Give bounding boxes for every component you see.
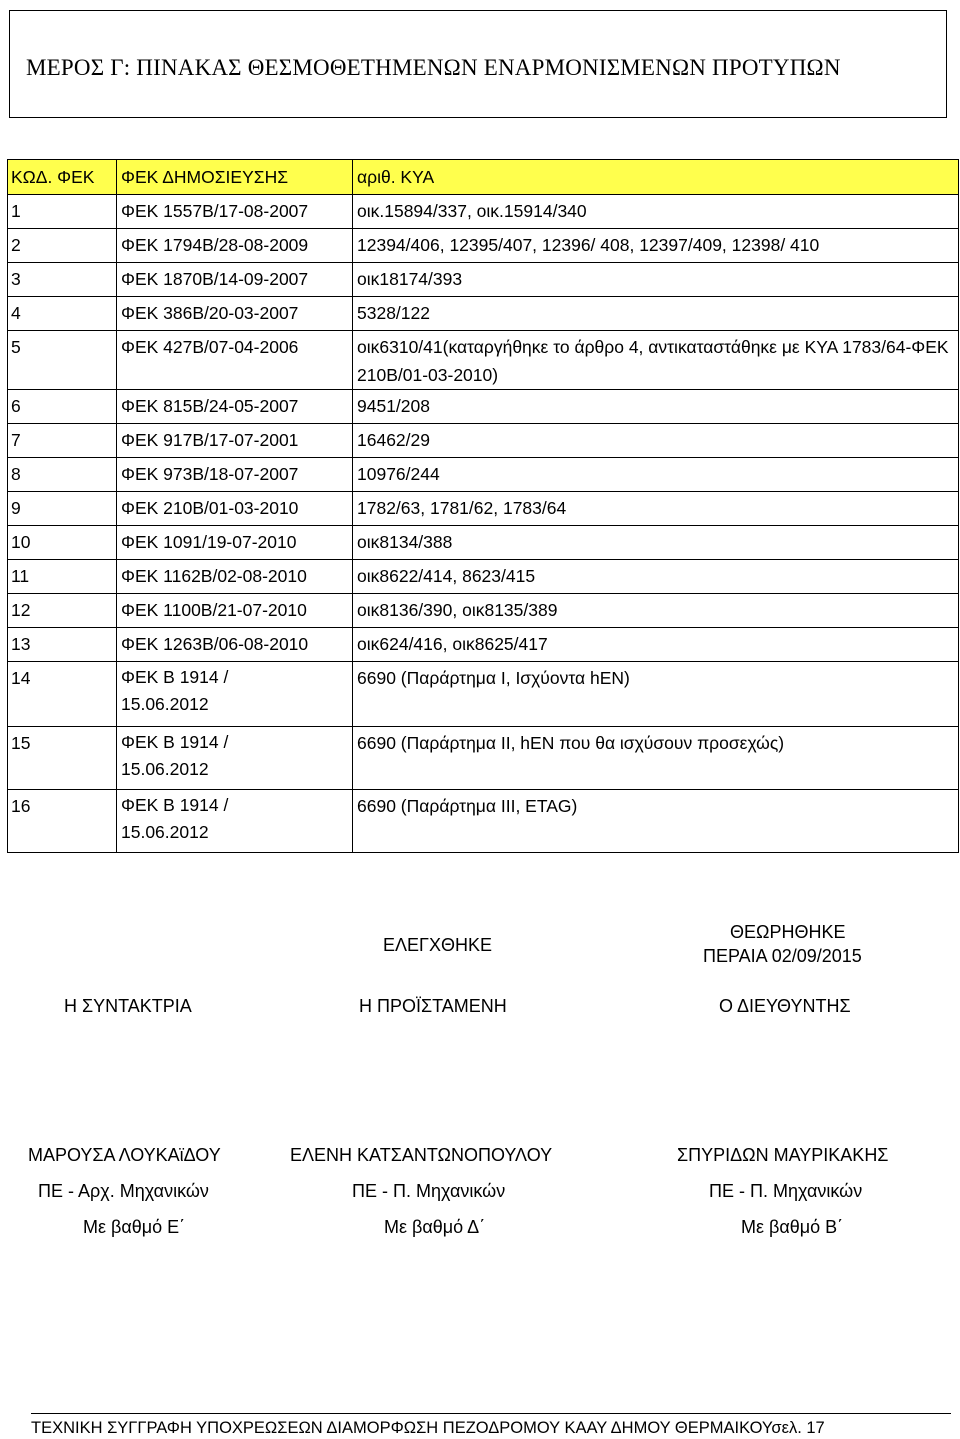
row-fek: ΦΕΚ 815Β/24-05-2007 — [117, 390, 353, 424]
row-fek: ΦΕΚ 1263Β/06-08-2010 — [117, 628, 353, 662]
table-row — [8, 263, 959, 297]
row-fek: ΦΕΚ 1794Β/28-08-2009 — [117, 229, 353, 263]
table-row — [8, 331, 959, 390]
row-kya: οικ18174/393 — [353, 263, 959, 297]
footer-divider — [31, 1413, 951, 1414]
row-code: 6 — [8, 390, 117, 424]
row-code: 7 — [8, 424, 117, 458]
row-kya: 6690 (Παράρτημα ΙΙΙ, ETAG) — [353, 790, 959, 853]
table-row — [8, 492, 959, 526]
header-fek: ΦΕΚ ΔΗΜΟΣΙΕΥΣΗΣ — [117, 160, 353, 195]
row-code: 15 — [8, 727, 117, 790]
header-kya: αριθ. ΚΥΑ — [353, 160, 959, 195]
page-footer: ΤΕΧΝΙΚΗ ΣΥΓΓΡΑΦΗ ΥΠΟΧΡΕΩΣΕΩΝ ΔΙΑΜΟΡΦΩΣΗ ΠΕΖΟΔΡΟΜΟΥ ΚΑΑΥ ΔΗΜΟΥ ΘΕΡΜΑΙΚΟΥσελ. 17 — [31, 1419, 825, 1437]
fek-table — [7, 159, 959, 853]
seen-label: ΘΕΩΡΗΘΗΚΕ — [730, 922, 846, 942]
table-row — [8, 790, 959, 853]
row-code: 16 — [8, 790, 117, 853]
table-header-row — [8, 160, 959, 195]
seen-date: ΠΕΡΑΙΑ 02/09/2015 — [703, 946, 862, 966]
row-kya: 9451/208 — [353, 390, 959, 424]
row-kya: 1782/63, 1781/62, 1783/64 — [353, 492, 959, 526]
role-director: Ο ΔΙΕΥΘΥΝΤΗΣ — [719, 996, 851, 1016]
row-kya: οικ6310/41(καταργήθηκε το άρθρο 4, αντικαταστάθηκε με ΚΥΑ 1783/64-ΦΕΚ 210Β/01-03-2010) — [353, 331, 959, 390]
title-box — [9, 10, 947, 118]
checked-label: ΕΛΕΓΧΘΗΚΕ — [383, 935, 492, 955]
page-title: ΜΕΡΟΣ Γ: ΠΙΝΑΚΑΣ ΘΕΣΜΟΘΕΤΗΜΕΝΩΝ ΕΝΑΡΜΟΝΙΣΜΕΝΩΝ ΠΡΟΤΥΠΩΝ — [26, 55, 841, 80]
row-kya: οικ8134/388 — [353, 526, 959, 560]
table-row — [8, 390, 959, 424]
row-fek: ΦΕΚ 973Β/18-07-2007 — [117, 458, 353, 492]
row-fek: ΦΕΚ 1100Β/21-07-2010 — [117, 594, 353, 628]
row-kya: 12394/406, 12395/407, 12396/ 408, 12397/409, 12398/ 410 — [353, 229, 959, 263]
table-row — [8, 594, 959, 628]
table-row — [8, 458, 959, 492]
name-author: ΜΑΡΟΥΣΑ ΛΟΥΚΑϊΔΟΥ — [28, 1145, 221, 1165]
title-director: ΠΕ - Π. Μηχανικών — [709, 1181, 863, 1201]
table-row — [8, 195, 959, 229]
role-supervisor: Η ΠΡΟΪΣΤΑΜΕΝΗ — [359, 996, 507, 1016]
row-code: 3 — [8, 263, 117, 297]
row-kya: 6690 (Παράρτημα Ι, Ισχύοντα hEN) — [353, 662, 959, 727]
row-fek: ΦΕΚ 427Β/07-04-2006 — [117, 331, 353, 390]
title-supervisor: ΠΕ - Π. Μηχανικών — [352, 1181, 506, 1201]
table-row — [8, 526, 959, 560]
row-code: 8 — [8, 458, 117, 492]
table-row — [8, 297, 959, 331]
row-code: 5 — [8, 331, 117, 390]
grade-director: Με βαθμό Β΄ — [741, 1217, 844, 1237]
row-fek: ΦΕΚ 1557Β/17-08-2007 — [117, 195, 353, 229]
title-author: ΠΕ - Αρχ. Μηχανικών — [38, 1181, 209, 1201]
row-kya: οικ.15894/337, οικ.15914/340 — [353, 195, 959, 229]
table-row — [8, 727, 959, 790]
row-code: 13 — [8, 628, 117, 662]
row-fek: ΦΕΚ 386Β/20-03-2007 — [117, 297, 353, 331]
table-row — [8, 424, 959, 458]
row-kya: οικ8622/414, 8623/415 — [353, 560, 959, 594]
grade-supervisor: Με βαθμό Δ΄ — [384, 1217, 486, 1237]
header-code: ΚΩΔ. ΦΕΚ — [8, 160, 117, 195]
row-code: 12 — [8, 594, 117, 628]
row-code: 4 — [8, 297, 117, 331]
table-row — [8, 662, 959, 727]
row-kya: 5328/122 — [353, 297, 959, 331]
row-fek: ΦΕΚ Β 1914 / 15.06.2012 — [117, 790, 353, 853]
row-fek: ΦΕΚ Β 1914 / 15.06.2012 — [117, 727, 353, 790]
table-row — [8, 560, 959, 594]
row-kya: 10976/244 — [353, 458, 959, 492]
name-director: ΣΠΥΡΙΔΩΝ ΜΑΥΡΙΚΑΚΗΣ — [677, 1145, 889, 1165]
row-fek: ΦΕΚ 210Β/01-03-2010 — [117, 492, 353, 526]
row-fek: ΦΕΚ Β 1914 / 15.06.2012 — [117, 662, 353, 727]
row-kya: οικ624/416, οικ8625/417 — [353, 628, 959, 662]
table-row — [8, 229, 959, 263]
row-code: 1 — [8, 195, 117, 229]
row-code: 10 — [8, 526, 117, 560]
row-code: 2 — [8, 229, 117, 263]
row-code: 9 — [8, 492, 117, 526]
row-fek: ΦΕΚ 1091/19-07-2010 — [117, 526, 353, 560]
row-fek: ΦΕΚ 1870Β/14-09-2007 — [117, 263, 353, 297]
row-kya: 16462/29 — [353, 424, 959, 458]
name-supervisor: ΕΛΕΝΗ ΚΑΤΣΑΝΤΩΝΟΠΟΥΛΟΥ — [290, 1145, 553, 1165]
grade-author: Με βαθμό Ε΄ — [83, 1217, 186, 1237]
row-fek: ΦΕΚ 1162Β/02-08-2010 — [117, 560, 353, 594]
row-code: 11 — [8, 560, 117, 594]
row-kya: οικ8136/390, οικ8135/389 — [353, 594, 959, 628]
row-code: 14 — [8, 662, 117, 727]
row-fek: ΦΕΚ 917Β/17-07-2001 — [117, 424, 353, 458]
table-row — [8, 628, 959, 662]
row-kya: 6690 (Παράρτημα ΙΙ, hEN που θα ισχύσουν προσεχώς) — [353, 727, 959, 790]
role-author: Η ΣΥΝΤΑΚΤΡΙΑ — [64, 996, 192, 1016]
